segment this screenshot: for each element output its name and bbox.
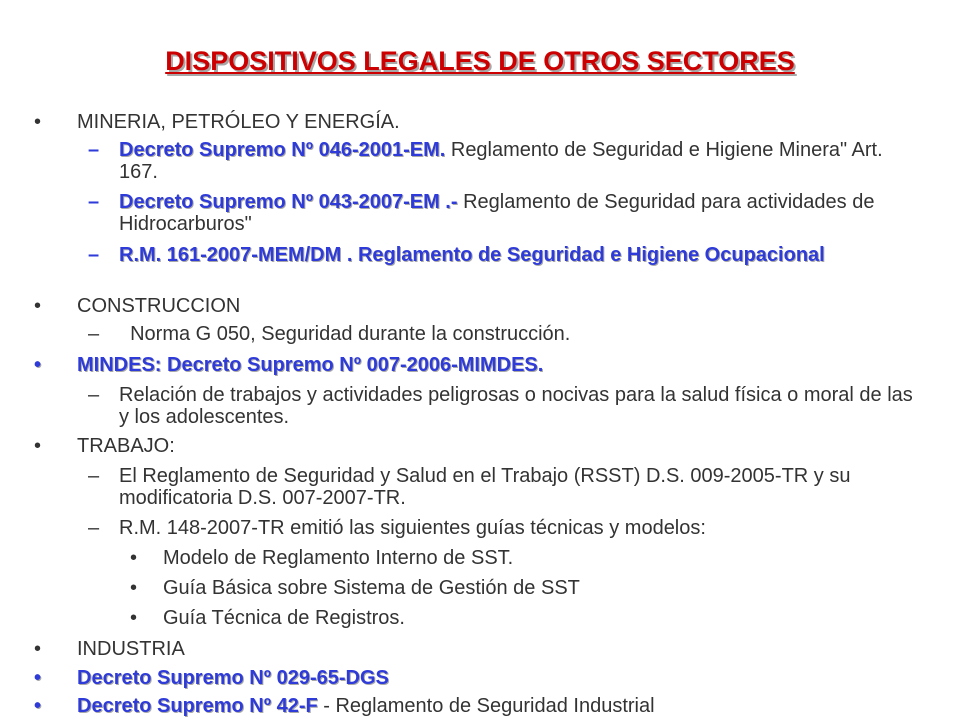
dash-icon: – xyxy=(88,139,100,161)
bullet-icon: • xyxy=(130,547,138,569)
trabajo-guide-2: Guía Básica sobre Sistema de Gestión de SST xyxy=(163,577,580,599)
sub-sub-item-trabajo-2 xyxy=(130,577,910,599)
decree-link: Decreto Supremo Nº 029-65-DGS xyxy=(77,667,389,689)
trabajo-text-2: R.M. 148-2007-TR emitió las siguientes guías técnicas y modelos: xyxy=(119,517,706,539)
sub-item-mindes-1 xyxy=(88,384,928,428)
decree-link: Decreto Supremo Nº 42-F xyxy=(77,695,318,717)
bullet-icon: • xyxy=(130,607,138,629)
dash-icon: – xyxy=(88,517,100,539)
trabajo-guide-1: Modelo de Reglamento Interno de SST. xyxy=(163,547,514,569)
bullet-icon: • xyxy=(34,667,42,689)
heading-industria: INDUSTRIA xyxy=(77,638,185,660)
list-item-industria-1 xyxy=(34,667,934,689)
bullet-icon: • xyxy=(34,354,42,376)
sub-item-mineria-3 xyxy=(88,244,828,266)
sub-item-mineria-2 xyxy=(88,191,888,235)
bullet-icon: • xyxy=(130,577,138,599)
mindes-text: Relación de trabajos y actividades peligrosas o nocivas para la salud física o moral de las y los adolescentes. xyxy=(119,384,913,428)
decree-description: Reglamento de Seguridad e Higiene Minera" Art. 167. xyxy=(119,139,883,183)
bullet-icon: • xyxy=(34,638,42,660)
list-item-mindes xyxy=(34,354,934,376)
bullet-icon: • xyxy=(34,111,42,133)
heading-construccion: CONSTRUCCION xyxy=(77,295,241,317)
sub-item-trabajo-2 xyxy=(88,517,928,539)
list-item-trabajo xyxy=(34,435,934,457)
heading-trabajo: TRABAJO: xyxy=(77,435,175,457)
decree-link: R.M. 161-2007-MEM/DM . Reglamento de Seguridad e Higiene Ocupacional xyxy=(119,244,825,266)
decree-link: Decreto Supremo Nº 046-2001-EM. xyxy=(119,139,446,161)
dash-icon: – xyxy=(88,191,100,213)
trabajo-text-1: El Reglamento de Seguridad y Salud en el Trabajo (RSST) D.S. 009-2005-TR y su modificatoria D.S. 007-2007-TR. xyxy=(119,465,851,509)
heading-mineria: MINERIA, PETRÓLEO Y ENERGÍA. xyxy=(77,111,400,133)
bullet-icon: • xyxy=(34,295,42,317)
slide-title: DISPOSITIVOS LEGALES DE OTROS SECTORES xyxy=(165,46,795,76)
list-item-mineria xyxy=(34,111,934,133)
bullet-icon: • xyxy=(34,695,42,717)
sub-item-construccion-1 xyxy=(88,323,888,345)
dash-icon: – xyxy=(88,384,100,406)
decree-description: - Reglamento de Seguridad Industrial xyxy=(317,695,655,717)
list-item-industria-2 xyxy=(34,695,934,717)
sub-sub-item-trabajo-3 xyxy=(130,607,910,629)
dash-icon: – xyxy=(88,323,100,345)
decree-description: Reglamento de Seguridad para actividades de Hidrocarburos" xyxy=(119,191,875,235)
list-item-industria xyxy=(34,638,934,660)
dash-icon: – xyxy=(88,244,100,266)
trabajo-guide-3: Guía Técnica de Registros. xyxy=(163,607,405,629)
dash-icon: – xyxy=(88,465,100,487)
sub-sub-item-trabajo-1 xyxy=(130,547,910,569)
decree-link: Decreto Supremo Nº 043-2007-EM .- xyxy=(119,191,458,213)
sub-item-trabajo-1 xyxy=(88,465,928,509)
bullet-icon: • xyxy=(34,435,42,457)
sub-item-mineria-1 xyxy=(88,139,888,183)
construccion-text: Norma G 050, Seguridad durante la construcción. xyxy=(119,323,571,345)
list-item-construccion xyxy=(34,295,934,317)
heading-mindes: MINDES: Decreto Supremo Nº 007-2006-MIMDES. xyxy=(77,354,544,376)
